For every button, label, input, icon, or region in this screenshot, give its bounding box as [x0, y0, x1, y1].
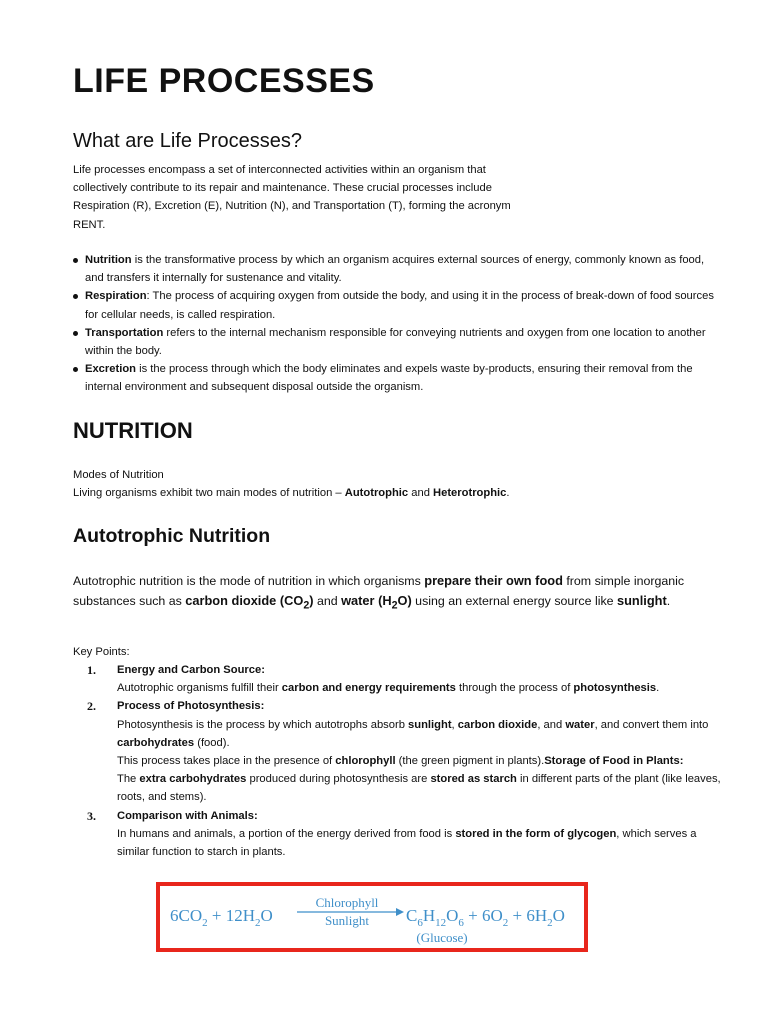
text-run: ,	[451, 718, 458, 731]
text-run: Autotrophic nutrition is the mode of nutrition in which organisms	[73, 574, 425, 588]
list-item	[73, 807, 723, 862]
text-run: Autotrophic organisms fulfill their	[117, 682, 282, 695]
document-title: LIFE PROCESSES	[73, 62, 375, 100]
intro-heading: What are Life Processes?	[73, 130, 302, 152]
bullet-term: Respiration	[85, 290, 147, 303]
text-run: (food).	[194, 736, 230, 749]
text-run: using an external energy source like	[411, 594, 617, 608]
intro-paragraph: Life processes encompass a set of interconnected activities within an organism that collectively contribute to its repair and maintenance. These crucial processes include Respiration (R), Excretion (E), Nutrition (N), and Transportation (T), forming the acronym RENT.	[73, 164, 511, 231]
arrow-head-icon	[396, 908, 404, 916]
text-run: 6CO	[170, 906, 203, 925]
text-run: carbon dioxide (CO	[185, 593, 304, 608]
bold-run: photosynthesis	[573, 682, 657, 695]
modes-and: and	[408, 487, 434, 500]
list-item	[73, 251, 723, 287]
modes-text: Living organisms exhibit two main modes of nutrition –	[73, 487, 345, 500]
modes-autotrophic: Autotrophic	[344, 487, 409, 500]
key-point-line	[117, 679, 723, 697]
text-run: water (H	[341, 593, 392, 608]
bullet-text: : The process of acquiring oxygen from outside the body, and using it in the process of break-down of food sources for cellular needs, is called respiration.	[85, 290, 714, 321]
text-run: + 12H	[207, 906, 255, 925]
subscript: 2	[547, 917, 553, 929]
list-item	[73, 661, 723, 697]
text-run: + 6O	[463, 906, 503, 925]
text-run: O	[552, 906, 565, 925]
bullet-term: Transportation	[85, 326, 164, 339]
subscript: 2	[303, 599, 310, 612]
text-run: (the green pigment in plants).	[395, 755, 545, 768]
key-point-line	[117, 752, 723, 770]
equation-svg	[160, 886, 584, 948]
text-run: , which serves a similar function to starch in plants.	[117, 827, 697, 859]
subscript: 12	[435, 917, 447, 929]
list-item	[73, 287, 723, 323]
list-number: 1.	[87, 663, 96, 677]
bold-run: Storage of Food in Plants:	[544, 755, 684, 768]
bold-run: stored in the form of glycogen	[455, 827, 617, 840]
text-run: through the process of	[455, 682, 574, 695]
glucose-label: (Glucose)	[416, 930, 468, 945]
list-number: 2.	[87, 699, 96, 714]
text-run: O	[446, 906, 459, 925]
bullet-text: refers to the internal mechanism responsible for conveying nutrients and oxygen from one location to another within the body.	[85, 326, 706, 358]
bold-run: sunlight	[408, 718, 452, 731]
text-run: C	[406, 906, 418, 925]
nutrition-heading: NUTRITION	[73, 418, 193, 443]
key-point-line	[117, 716, 723, 752]
key-point-title: Process of Photosynthesis:	[117, 700, 265, 713]
text-run: , and	[537, 718, 566, 731]
text-run: .	[656, 682, 660, 695]
text-run: .	[666, 594, 671, 608]
arrow-label-below: Sunlight	[324, 913, 370, 928]
text-run: , and convert them into	[594, 718, 709, 731]
subscript: 6	[458, 917, 464, 929]
list-item	[73, 360, 723, 396]
subscript: 2	[391, 599, 398, 612]
text-run: In humans and animals, a portion of the energy derived from food is	[117, 827, 456, 840]
key-point-title: Comparison with Animals:	[117, 809, 258, 822]
text-run: )	[309, 593, 314, 608]
photosynthesis-equation-figure	[156, 882, 588, 952]
bold-run: extra carbohydrates	[139, 773, 247, 786]
bullet-term: Nutrition	[85, 254, 132, 266]
modes-heterotrophic: Heterotrophic	[433, 487, 507, 500]
list-item	[73, 324, 723, 360]
key-points-list	[73, 661, 723, 861]
bold-run: chlorophyll	[335, 755, 396, 768]
equation-reactants	[170, 906, 273, 929]
list-number: 3.	[87, 808, 96, 823]
life-process-list	[73, 251, 723, 397]
bold-run: carbohydrates	[117, 736, 195, 749]
modes-end: .	[506, 487, 510, 500]
key-point-line	[117, 770, 723, 806]
subscript: 2	[202, 917, 208, 929]
key-point-title: Energy and Carbon Source:	[117, 664, 265, 676]
text-run: O)	[397, 593, 412, 608]
key-point-line	[117, 825, 723, 861]
bold-run: prepare their own food	[424, 573, 563, 588]
text-run: + 6H	[508, 906, 548, 925]
bullet-term: Excretion	[85, 363, 136, 376]
co2-term	[185, 593, 314, 612]
subscript: 2	[502, 917, 509, 929]
bold-run: carbon dioxide	[457, 718, 538, 731]
modes-label: Modes of Nutrition	[73, 469, 164, 481]
bold-run: carbon and energy requirements	[281, 682, 456, 695]
autotrophic-paragraph	[73, 571, 733, 616]
equation-products	[406, 906, 565, 929]
key-points-label: Key Points:	[73, 646, 130, 658]
text-run: This process takes place in the presence of	[117, 755, 336, 768]
text-run: in different parts of the plant (like leaves, roots, and stems).	[117, 773, 721, 804]
text-run: The	[117, 773, 140, 786]
bold-run: water	[565, 718, 595, 731]
text-run: and	[313, 594, 342, 608]
modes-of-nutrition	[73, 466, 723, 502]
text-run: H	[422, 906, 436, 925]
text-run: Photosynthesis is the process by which autotrophs absorb	[117, 718, 409, 731]
autotrophic-heading: Autotrophic Nutrition	[73, 525, 271, 547]
list-item	[73, 697, 723, 806]
bold-run: stored as starch	[430, 773, 517, 786]
subscript: 6	[417, 917, 423, 929]
text-run: produced during photosynthesis are	[246, 773, 431, 786]
bullet-text: is the transformative process by which an organism acquires external sources of energy, commonly known as food, and transfers it internally for sustenance and vitality.	[85, 254, 705, 285]
bullet-text: is the process through which the body eliminates and expels waste by-products, ensuring their removal from the internal environment and subsequent disposal outside the organism.	[85, 363, 693, 394]
text-run: O	[260, 906, 273, 925]
subscript: 2	[255, 917, 261, 929]
arrow-label-above: Chlorophyll	[315, 895, 379, 910]
bold-run: sunlight	[617, 593, 667, 608]
water-term	[341, 593, 412, 612]
text-run: from simple inorganic substances such as	[73, 574, 685, 608]
